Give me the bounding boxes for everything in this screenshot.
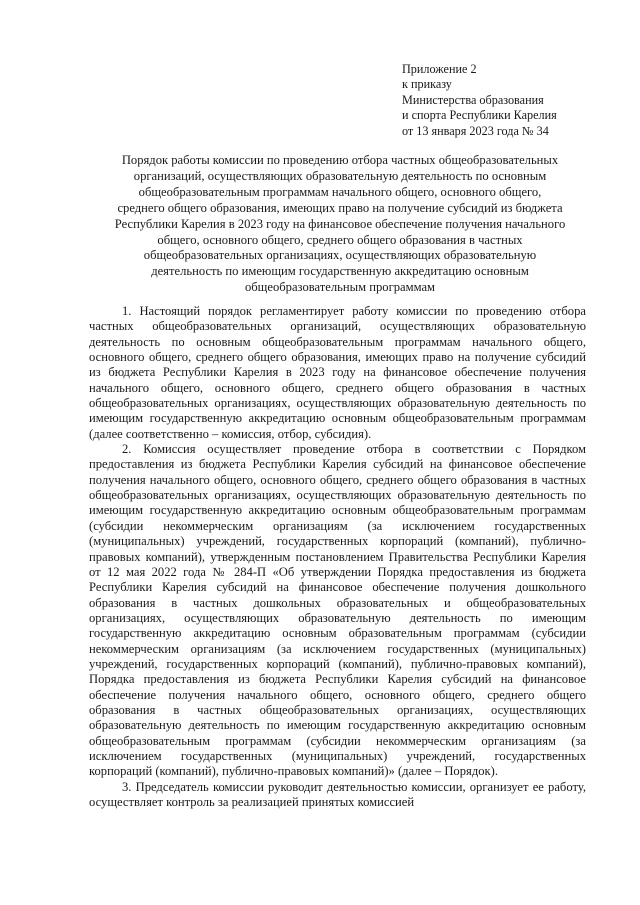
appendix-line: и спорта Республики Карелия — [402, 108, 557, 123]
title-line: общего, основного общего, среднего общего образования в частных — [157, 232, 523, 247]
title-line: общеобразовательных организациях, осуществляющих образовательную — [143, 248, 537, 263]
title-line: Республики Карелия в 2023 году на финансовое обеспечение получения начального — [114, 216, 566, 231]
appendix-line: Министерства образования — [402, 92, 544, 107]
document-body — [89, 304, 586, 810]
title-line: Порядок работы комиссии по проведению отбора частных общеобразовательных — [121, 153, 559, 167]
appendix-line: к приказу — [402, 77, 452, 92]
title-line: общеобразовательным программам начального общего, основного общего, — [138, 184, 542, 199]
title-line: деятельность по имеющим государственную аккредитацию основным — [151, 264, 529, 279]
appendix-line: Приложение 2 — [402, 62, 477, 76]
document-title — [96, 153, 584, 296]
appendix-line: от 13 января 2023 года № 34 — [402, 123, 549, 138]
paragraph-1: 1. Настоящий порядок регламентирует работу комиссии по проведению отбора частных общеобразовательных организаций, осуществляющих образовательную деятельность по основным общеобразовательным программам начального общего, основного общего, среднего общего образования, имеющих право на получение субсидий из бюджета Республики Карелия в 2023 году на финансовое обеспечение получения начального общего, основного общего, среднего общего образования в частных общеобразовательных организациях, осуществляющих образовательную деятельность по имеющим государственную аккредитацию основным общеобразовательным программам (далее соответственно – комиссия, отбор, субсидия). — [89, 304, 586, 441]
appendix-block — [402, 62, 602, 139]
title-line: среднего общего образования, имеющих право на получение субсидий из бюджета — [117, 200, 563, 215]
paragraph-2: 2. Комиссия осуществляет проведение отбора в соответствии с Порядком предоставления из бюджета Республики Карелия субсидий на финансовое обеспечение получения начального общего, основного общего, среднего общего образования в частных общеобразовательных организациях, осуществляющих образовательную деятельность по имеющим государственную аккредитацию основным общеобразовательным программам (субсидии некоммерческим организациям (за исключением государственных (муниципальных) учреждений, государственных корпораций (компаний), публично-правовых компаний), утвержденным постановлением Правительства Республики Карелия от 12 мая 2022 года № 284-П «Об утверждении Порядка предоставления из бюджета Республики Карелия субсидий на финансовое обеспечение получения дошкольного образования в частных дошкольных образовательных и общеобразовательных организациях, осуществляющих образовательную деятельность по имеющим государственную аккредитацию основным образовательным программам (субсидии некоммерческим организациям (за исключением государственных (муниципальных) учреждений, государственных корпораций (компаний), публично-правовых компаний), Порядка предоставления из бюджета Республики Карелия субсидий на финансовое обеспечение получения начального общего, основного общего, среднего общего образования в частных общеобразовательных организациях, осуществляющих образовательную деятельность по имеющим государственную аккредитацию основным общеобразовательным программам (субсидии некоммерческим организациям (за исключением государственных (муниципальных) учреждений, государственных корпораций (компаний), публично-правовых компаний)» (далее – Порядок). — [89, 442, 586, 779]
title-line: организаций, осуществляющих образовательную деятельность по основным — [133, 168, 547, 183]
paragraph-3: 3. Председатель комиссии руководит деятельностью комиссии, организует ее работу, осуществляет контроль за реализацией принятых комиссией — [89, 779, 586, 809]
title-line: общеобразовательным программам — [244, 280, 436, 295]
